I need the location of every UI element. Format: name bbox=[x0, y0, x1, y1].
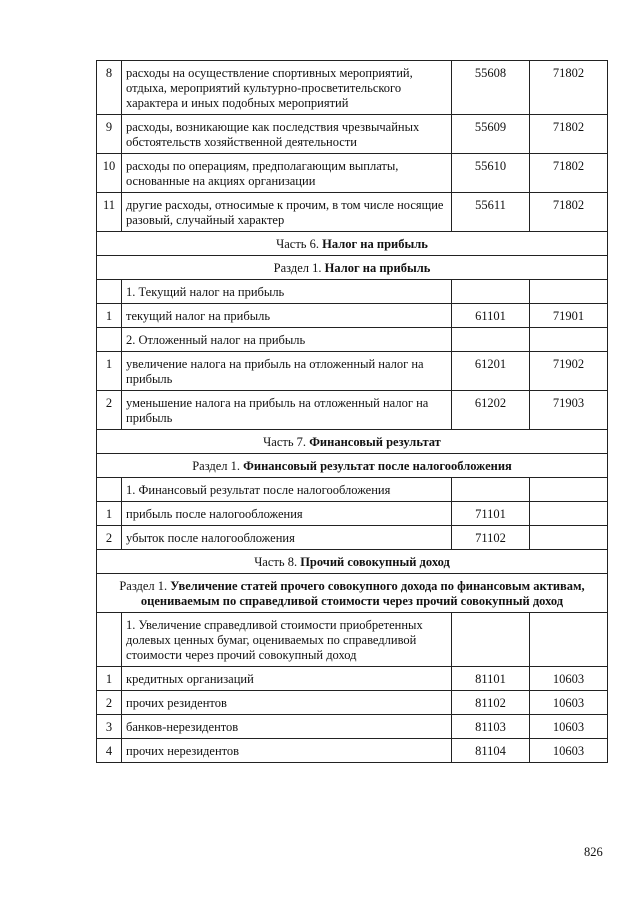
row-account-number: 71902 bbox=[530, 352, 608, 391]
row-symbol-code: 81101 bbox=[452, 667, 530, 691]
subsection-row bbox=[97, 280, 608, 304]
row-number-empty bbox=[97, 478, 122, 502]
subsection-title: 2. Отложенный налог на прибыль bbox=[122, 328, 452, 352]
row-symbol-code: 61201 bbox=[452, 352, 530, 391]
row-number: 2 bbox=[97, 526, 122, 550]
subsection-title: 1. Финансовый результат после налогообложения bbox=[122, 478, 452, 502]
section-heading-prefix: Раздел 1. bbox=[273, 261, 325, 275]
row-description: увеличение налога на прибыль на отложенный налог на прибыль bbox=[122, 352, 452, 391]
row-account-number bbox=[530, 526, 608, 550]
row-symbol-code: 81103 bbox=[452, 715, 530, 739]
section-heading-title: Налог на прибыль bbox=[324, 261, 431, 275]
row-description: прочих нерезидентов bbox=[122, 739, 452, 763]
row-description: текущий налог на прибыль bbox=[122, 304, 452, 328]
section-heading-title: Финансовый результат после налогообложения bbox=[243, 459, 512, 473]
row-account-number-empty bbox=[530, 328, 608, 352]
section-heading-prefix: Раздел 1. bbox=[119, 579, 171, 593]
row-symbol-code: 71101 bbox=[452, 502, 530, 526]
section-heading-title: Финансовый результат bbox=[309, 435, 441, 449]
subsection-row bbox=[97, 328, 608, 352]
row-account-number: 10603 bbox=[530, 715, 608, 739]
row-number: 1 bbox=[97, 304, 122, 328]
row-description: прибыль после налогообложения bbox=[122, 502, 452, 526]
section-heading bbox=[97, 550, 608, 574]
section-heading bbox=[97, 256, 608, 280]
subsection-title: 1. Текущий налог на прибыль bbox=[122, 280, 452, 304]
section-heading-prefix: Часть 8. bbox=[254, 555, 301, 569]
row-account-number bbox=[530, 502, 608, 526]
table-row bbox=[97, 739, 608, 763]
row-account-number: 71802 bbox=[530, 154, 608, 193]
table-row bbox=[97, 667, 608, 691]
row-account-number: 10603 bbox=[530, 739, 608, 763]
row-description: другие расходы, относимые к прочим, в том числе носящие разовый, случайный характер bbox=[122, 193, 452, 232]
table-row bbox=[97, 304, 608, 328]
section-heading-title: Налог на прибыль bbox=[322, 237, 428, 251]
row-symbol-code: 81104 bbox=[452, 739, 530, 763]
accounts-table-body bbox=[97, 61, 608, 763]
section-heading-row bbox=[97, 430, 608, 454]
section-heading-row bbox=[97, 574, 608, 613]
row-number-empty bbox=[97, 280, 122, 304]
section-heading bbox=[97, 574, 608, 613]
page-number: 826 bbox=[584, 845, 603, 859]
table-row bbox=[97, 691, 608, 715]
row-number: 1 bbox=[97, 667, 122, 691]
row-symbol-code: 55608 bbox=[452, 61, 530, 115]
subsection-row bbox=[97, 613, 608, 667]
table-row bbox=[97, 352, 608, 391]
row-number: 10 bbox=[97, 154, 122, 193]
accounts-table bbox=[96, 60, 608, 763]
row-number: 3 bbox=[97, 715, 122, 739]
section-heading-prefix: Часть 7. bbox=[263, 435, 310, 449]
row-symbol-code-empty bbox=[452, 613, 530, 667]
section-heading-row bbox=[97, 232, 608, 256]
row-description: убыток после налогообложения bbox=[122, 526, 452, 550]
row-description: прочих резидентов bbox=[122, 691, 452, 715]
row-symbol-code-empty bbox=[452, 280, 530, 304]
row-number: 1 bbox=[97, 352, 122, 391]
table-row bbox=[97, 61, 608, 115]
section-heading bbox=[97, 232, 608, 256]
row-number: 1 bbox=[97, 502, 122, 526]
row-description: уменьшение налога на прибыль на отложенный налог на прибыль bbox=[122, 391, 452, 430]
row-symbol-code: 81102 bbox=[452, 691, 530, 715]
row-number: 11 bbox=[97, 193, 122, 232]
row-number: 2 bbox=[97, 691, 122, 715]
section-heading bbox=[97, 454, 608, 478]
row-account-number-empty bbox=[530, 280, 608, 304]
row-account-number: 71901 bbox=[530, 304, 608, 328]
table-row bbox=[97, 715, 608, 739]
table-row bbox=[97, 391, 608, 430]
row-symbol-code: 61202 bbox=[452, 391, 530, 430]
row-description: расходы, возникающие как последствия чрезвычайных обстоятельств хозяйственной деятельности bbox=[122, 115, 452, 154]
table-row bbox=[97, 154, 608, 193]
subsection-row bbox=[97, 478, 608, 502]
row-account-number: 71802 bbox=[530, 61, 608, 115]
row-account-number: 10603 bbox=[530, 691, 608, 715]
row-symbol-code: 55609 bbox=[452, 115, 530, 154]
row-account-number-empty bbox=[530, 613, 608, 667]
row-number: 2 bbox=[97, 391, 122, 430]
section-heading-title: Увеличение статей прочего совокупного дохода по финансовым активам, оцениваемым по справедливой стоимости через прочий совокупный доход bbox=[140, 579, 585, 608]
section-heading-prefix: Раздел 1. bbox=[192, 459, 244, 473]
row-account-number: 71903 bbox=[530, 391, 608, 430]
row-number: 9 bbox=[97, 115, 122, 154]
section-heading-title: Прочий совокупный доход bbox=[300, 555, 450, 569]
row-symbol-code-empty bbox=[452, 478, 530, 502]
row-description: кредитных организаций bbox=[122, 667, 452, 691]
row-number-empty bbox=[97, 328, 122, 352]
row-account-number: 10603 bbox=[530, 667, 608, 691]
table-row bbox=[97, 193, 608, 232]
row-number-empty bbox=[97, 613, 122, 667]
section-heading-row bbox=[97, 256, 608, 280]
row-account-number: 71802 bbox=[530, 115, 608, 154]
subsection-title: 1. Увеличение справедливой стоимости приобретенных долевых ценных бумаг, оцениваемых по справедливой стоимости через прочий совокупный доход bbox=[122, 613, 452, 667]
row-description: расходы по операциям, предполагающим выплаты, основанные на акциях организации bbox=[122, 154, 452, 193]
row-description: банков-нерезидентов bbox=[122, 715, 452, 739]
table-row bbox=[97, 115, 608, 154]
table-row bbox=[97, 526, 608, 550]
section-heading bbox=[97, 430, 608, 454]
row-symbol-code: 55611 bbox=[452, 193, 530, 232]
section-heading-row bbox=[97, 550, 608, 574]
section-heading-prefix: Часть 6. bbox=[276, 237, 323, 251]
row-description: расходы на осуществление спортивных мероприятий, отдыха, мероприятий культурно-просветительского характера и иных подобных мероприятий bbox=[122, 61, 452, 115]
row-symbol-code: 71102 bbox=[452, 526, 530, 550]
table-row bbox=[97, 502, 608, 526]
row-symbol-code: 55610 bbox=[452, 154, 530, 193]
section-heading-row bbox=[97, 454, 608, 478]
row-account-number: 71802 bbox=[530, 193, 608, 232]
row-number: 4 bbox=[97, 739, 122, 763]
row-account-number-empty bbox=[530, 478, 608, 502]
row-symbol-code-empty bbox=[452, 328, 530, 352]
row-number: 8 bbox=[97, 61, 122, 115]
row-symbol-code: 61101 bbox=[452, 304, 530, 328]
